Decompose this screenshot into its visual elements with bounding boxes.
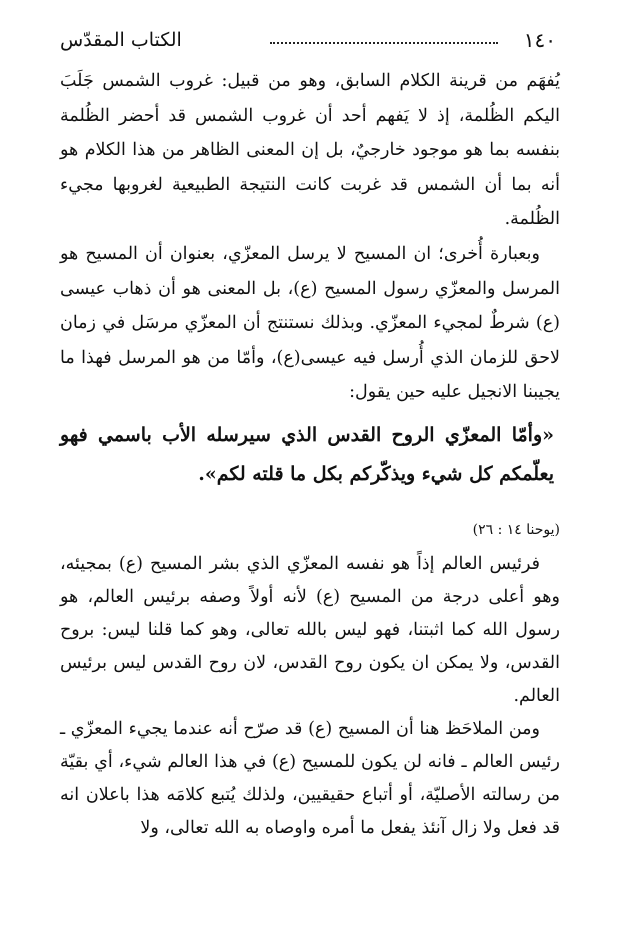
- paragraph-3: فرئيس العالم إذاً هو نفسه المعزّي الذي بشر المسيح (ع) بمجيئه، وهو أعلى درجة من المسيح (ع) لأنه أولاً وصفه برئيس العالم، هو رسول الله كما اثبتنا، فهو ليس بالله تعالى، وهو كما قلنا ليس: بروح القدس، ولا يمكن ان يكون روح القدس، لان روح القدس ليس برئيس العالم.: [60, 553, 560, 706]
- page-number: ١٤٠: [523, 28, 556, 52]
- paragraph-1: يُفهَم من قرينة الكلام السابق، وهو من قبيل: غروب الشمس جَلَبَ اليكم الظُلمة، إذ لا يَفهم أحد أن غروب الشمس قد أحضر الظُلمة بنفسه بما هو موجود خارجيٌ، بل إن المعنى الظاهر من هذا الكلام هو أنه بما أن الشمس قد غربت كانت النتيجة الطبيعية لغروبها مجيء الظُلمة.: [60, 71, 560, 230]
- page-header: [60, 26, 556, 56]
- page-body: [60, 64, 560, 845]
- scripture-quote: «وأمّا المعزّي الروح القدس الذي سيرسله الأب باسمي فهو يعلّمكم كل شيء ويذكّركم بكل ما قلته لكم».: [60, 423, 554, 485]
- scripture-reference: (يوحنا ١٤ : ٢٦): [472, 521, 560, 538]
- paragraph-4: ومن الملاحَظ هنا أن المسيح (ع) قد صرّح أنه عندما يجيء المعزّي ـ رئيس العالم ـ فانه لن يكون للمسيح (ع) في هذا العالم شيء، أي بقيّة من رسالته الأصليّة، أو أتباع حقيقيين، ولذلك يُتبع كلامَه هذا باعلان انه قد فعل ولا زال آنئذ يفعل ما أمره واوصاه به الله تعالى، ولا: [60, 718, 560, 838]
- paragraph-2: وبعبارة أُخرى؛ ان المسيح لا يرسل المعزّي، بعنوان أن المسيح هو المرسل والمعزّي رسول المسيح (ع)، بل المعنى هو أن ذهاب عيسى (ع) شرطٌ لمجيء المعزّي. وبذلك نستنتج أن المعزّي مرسَل في زمان لاحق للزمان الذي أُرسل فيه عيسى(ع)، وأمّا من هو المرسل فهذا ما يجيبنا الانجيل عليه حين يقول:: [60, 243, 560, 403]
- header-leader-dots: [270, 42, 498, 44]
- running-title: الكتاب المقدّس: [60, 29, 182, 51]
